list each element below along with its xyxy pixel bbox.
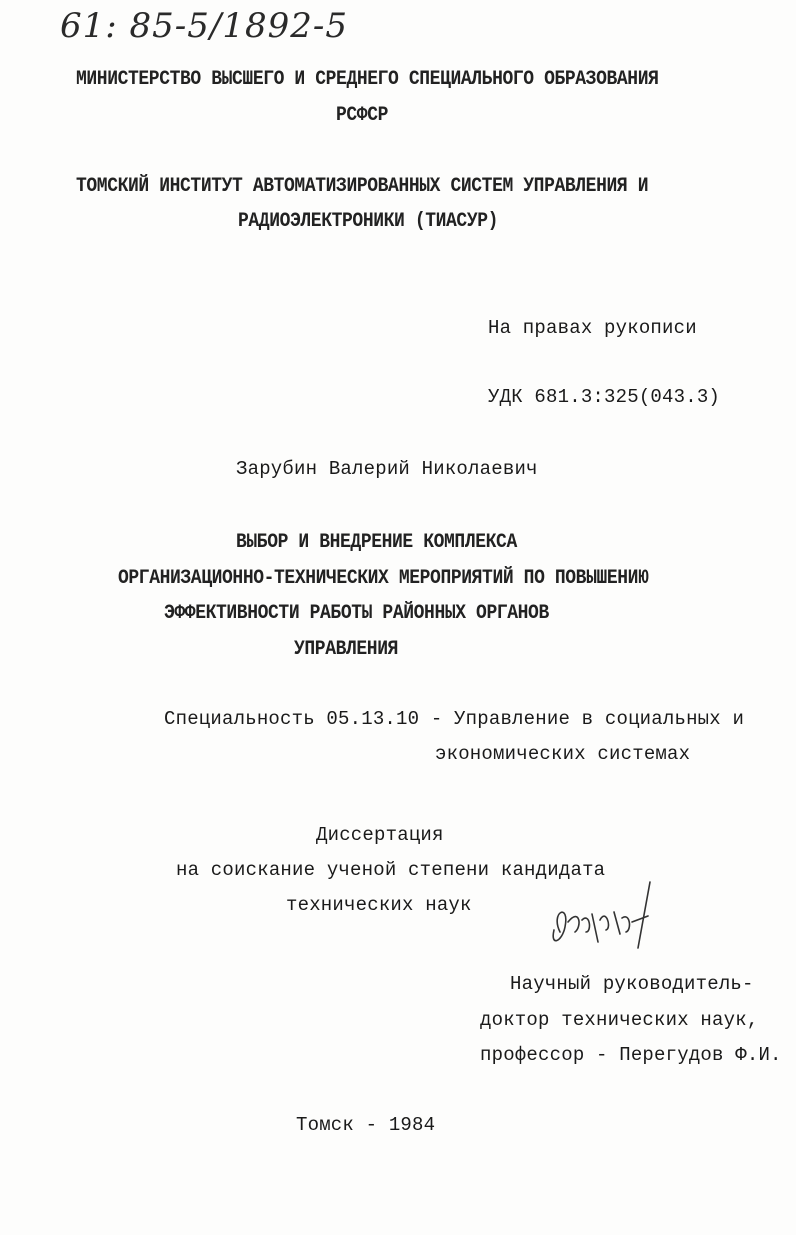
archive-mark: 61: 85-5/1892-5 [60, 6, 349, 46]
specialty-line-2: экономических системах [435, 743, 691, 765]
institute-name-line-2: РАДИОЭЛЕКТРОНИКИ (ТИАСУР) [238, 210, 499, 233]
supervisor-name: профессор - Перегудов Ф.И. [480, 1044, 782, 1066]
specialty-line-1: Специальность 05.13.10 - Управление в социальных и [164, 708, 745, 730]
title-line-1: ВЫБОР И ВНЕДРЕНИЕ КОМПЛЕКСА [236, 531, 517, 554]
supervisor-role: Научный руководитель- [510, 973, 754, 995]
institute-name-line-1: ТОМСКИЙ ИНСТИТУТ АВТОМАТИЗИРОВАННЫХ СИСТЕМ УПРАВЛЕНИЯ И [76, 175, 649, 198]
republic-name: РСФСР [336, 104, 389, 127]
title-line-3: ЭФФЕКТИВНОСТИ РАБОТЫ РАЙОННЫХ ОРГАНОВ [164, 602, 549, 625]
degree-line-2: на соискание ученой степени кандидата [176, 859, 606, 881]
ministry-name: МИНИСТЕРСТВО ВЫСШЕГО И СРЕДНЕГО СПЕЦИАЛЬНОГО ОБРАЗОВАНИЯ [76, 68, 659, 91]
handwritten-signature [520, 872, 670, 962]
udc-code: УДК 681.3:325(043.3) [488, 386, 721, 408]
author-name: Зарубин Валерий Николаевич [236, 458, 538, 480]
degree-line-3: технических наук [286, 894, 472, 916]
title-line-2: ОРГАНИЗАЦИОННО-ТЕХНИЧЕСКИХ МЕРОПРИЯТИЙ ПО ПОВЫШЕНИЮ [118, 567, 649, 590]
supervisor-degree: доктор технических наук, [480, 1009, 759, 1031]
rights-notice: На правах рукописи [488, 317, 697, 339]
title-line-4: УПРАВЛЕНИЯ [294, 638, 399, 661]
degree-line-1: Диссертация [316, 824, 444, 846]
place-and-year: Томск - 1984 [296, 1114, 436, 1136]
